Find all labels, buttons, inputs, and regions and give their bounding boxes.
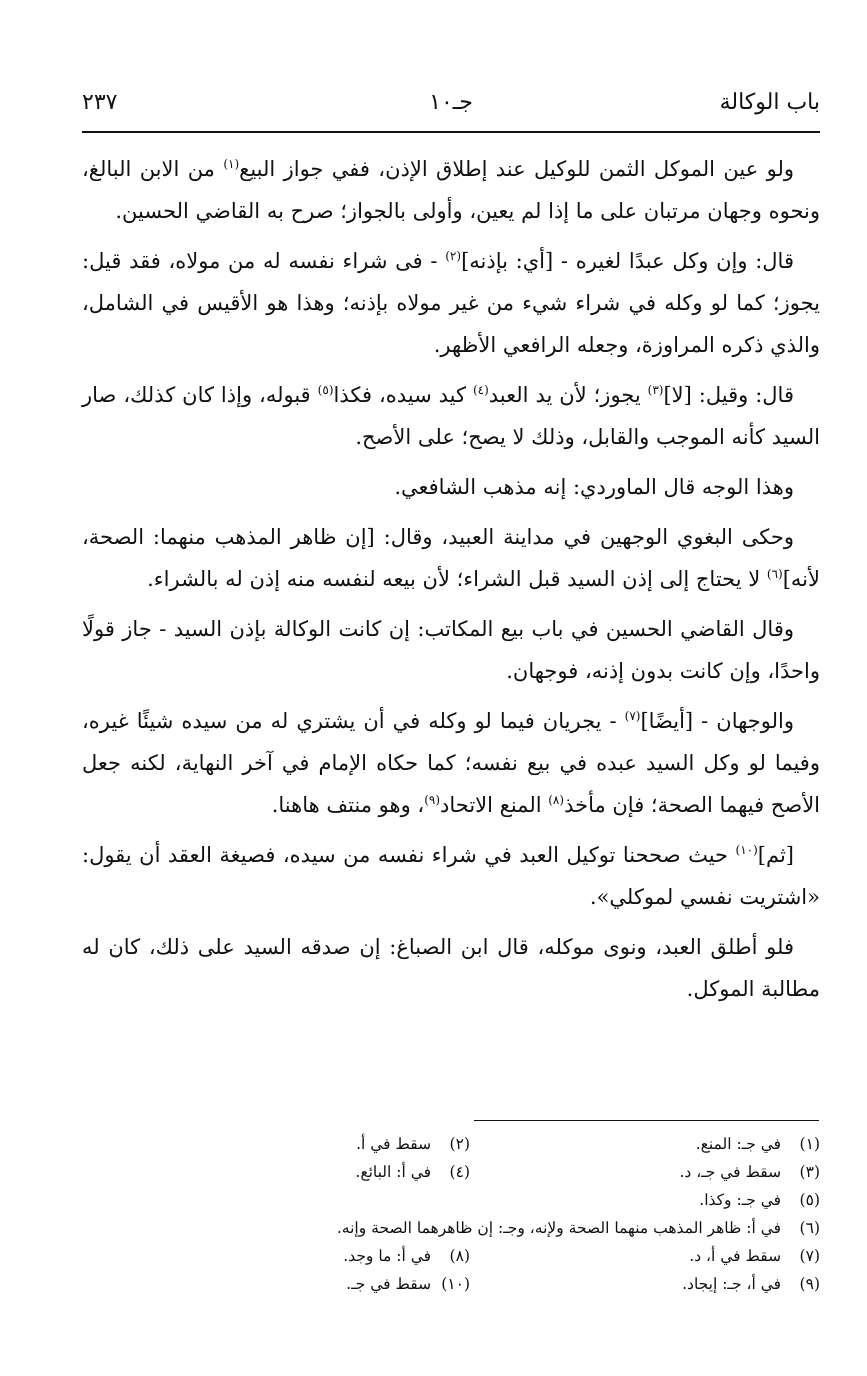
paragraph <box>82 374 820 458</box>
footnote-text: في أ، جـ: إيجاد. <box>682 1275 782 1293</box>
header-divider <box>82 131 820 133</box>
paragraph-text: كيد سيده، فكذا <box>333 383 473 407</box>
footnote-marker: (١) <box>223 157 240 171</box>
paragraph <box>82 834 820 918</box>
page-number: ٢٣٧ <box>82 90 118 115</box>
footnote-marker: (٩) <box>424 793 441 807</box>
footnote-number: (٧) <box>799 1247 820 1265</box>
footnote-row <box>82 1158 820 1186</box>
footnote <box>346 1270 470 1298</box>
footnote-number: (٤) <box>449 1163 470 1181</box>
footnote-marker: (٨) <box>548 793 565 807</box>
paragraph-text: والوجهان - [أيضًا] <box>640 709 794 733</box>
footnote-marker: (١٠) <box>735 843 758 857</box>
footnote-marker: (٥) <box>317 383 334 397</box>
footnote-marker: (٤) <box>472 383 489 397</box>
footnote-number: (٨) <box>449 1247 470 1265</box>
paragraph-text: - فى شراء نفسه له من مولاه، فقد قيل: يجوز؛ كما لو وكله في شراء شيء من غير مولاه بإذنه؛ وهذا هو الأقيس في الشامل، والذي ذكره المراوزة، وجعله الرافعي الأظهر. <box>82 249 820 357</box>
footnote-text: سقط في أ. <box>356 1135 432 1153</box>
footnote <box>356 1130 470 1158</box>
footnote <box>699 1186 820 1214</box>
footnote-number: (٦) <box>799 1219 820 1237</box>
paragraph-text: قال: وإن وكل عبدًا لغيره - [أي: بإذنه] <box>461 249 794 273</box>
footnote-row <box>82 1270 820 1298</box>
footnote-row <box>82 1186 820 1214</box>
paragraph-text: من الابن البالغ، ونحوه وجهان مرتبان على ما إذا لم يعين، وأولى بالجواز؛ صرح به القاضي الحسين. <box>82 157 820 223</box>
paragraph <box>82 516 820 600</box>
footnote <box>679 1158 820 1186</box>
footnote-number: (١) <box>799 1135 820 1153</box>
paragraph <box>82 240 820 366</box>
footnote-row <box>82 1130 820 1158</box>
footnote-text: سقط في أ، د. <box>689 1247 782 1265</box>
footnote-number: (٩) <box>799 1275 820 1293</box>
paragraph-text: - يجريان فيما لو وكله في أن يشتري له من سيده شيئًا غيره، وفيما لو وكل السيد عبده في بيع نفسه؛ كما حكاه الإمام في آخر النهاية، لكنه جعل الأصح فيهما الصحة؛ فإن مأخذ <box>82 709 820 817</box>
main-text <box>82 148 820 1018</box>
paragraph-text: وحكى البغوي الوجهين في مداينة العبيد، وقال: [إن ظاهر المذهب منهما: الصحة، لأنه] <box>82 525 820 591</box>
paragraph-text: لا يحتاج إلى إذن السيد قبل الشراء؛ لأن بيعه لنفسه منه إذن له بالشراء. <box>147 567 767 591</box>
footnote-text: في أ: ظاهر المذهب منهما الصحة ولإنه، وجـ: إن ظاهرهما الصحة وإنه. <box>336 1219 782 1237</box>
footnote-number: (٣) <box>799 1163 820 1181</box>
footnote-text: في أ: البائع. <box>355 1163 432 1181</box>
footnote-text: في جـ: المنع. <box>695 1135 782 1153</box>
paragraph <box>82 700 820 826</box>
paragraph-text: قال: وقيل: [لا] <box>663 383 794 407</box>
footnote-number: (١٠) <box>441 1275 470 1293</box>
footnote <box>682 1270 820 1298</box>
paragraph-text: يجوز؛ لأن يد العبد <box>488 383 648 407</box>
paragraph-text: حيث صححنا توكيل العبد في شراء نفسه من سيده، فصيغة العقد أن يقول: «اشتريت نفسي لموكلي». <box>82 843 820 909</box>
paragraph <box>82 926 820 1010</box>
paragraph-text: وقال القاضي الحسين في باب بيع المكاتب: إن كانت الوكالة بإذن السيد - جاز قولًا واحدًا، وإن كانت بدون إذنه، فوجهان. <box>82 617 820 683</box>
footnote <box>696 1130 820 1158</box>
footnote-row <box>82 1242 820 1270</box>
footnote-text: في جـ: وكذا. <box>699 1191 782 1209</box>
paragraph-text: ولو عين الموكل الثمن للوكيل عند إطلاق الإذن، ففي جواز البيع <box>239 157 794 181</box>
page-header <box>82 90 820 122</box>
footnote-text: سقط في جـ. <box>346 1275 432 1293</box>
paragraph <box>82 148 820 232</box>
footnote-row <box>82 1214 820 1242</box>
footnote-marker: (٦) <box>766 567 783 581</box>
footnote-marker: (٢) <box>445 249 462 263</box>
footnote-number: (٥) <box>799 1191 820 1209</box>
paragraph <box>82 466 820 508</box>
volume-label: جـ١٠ <box>429 90 473 115</box>
chapter-title: باب الوكالة <box>719 90 820 115</box>
footnote <box>689 1242 820 1270</box>
footnotes <box>82 1130 820 1298</box>
paragraph-text: المنع الاتحاد <box>440 793 549 817</box>
paragraph <box>82 608 820 692</box>
paragraph-text: وهذا الوجه قال الماوردي: إنه مذهب الشافعي. <box>394 475 794 499</box>
footnote-number: (٢) <box>449 1135 470 1153</box>
footnote <box>337 1214 820 1242</box>
footnote-text: سقط في جـ، د. <box>679 1163 782 1181</box>
paragraph-text: فلو أطلق العبد، ونوى موكله، قال ابن الصباغ: إن صدقه السيد على ذلك، كان له مطالبة الموكل. <box>82 935 820 1001</box>
footnote <box>343 1242 470 1270</box>
paragraph-text: قبوله، وإذا كان كذلك، صار السيد كأنه الموجب والقابل، وذلك لا يصح؛ على الأصح. <box>82 383 820 449</box>
footnote-marker: (٧) <box>624 709 641 723</box>
paragraph-text: ، وهو منتف هاهنا. <box>271 793 425 817</box>
footnote-divider <box>474 1120 819 1121</box>
footnote-text: في أ: ما وجد. <box>343 1247 432 1265</box>
paragraph-text: [ثم] <box>757 843 794 867</box>
footnote <box>355 1158 470 1186</box>
footnote-marker: (٣) <box>647 383 664 397</box>
